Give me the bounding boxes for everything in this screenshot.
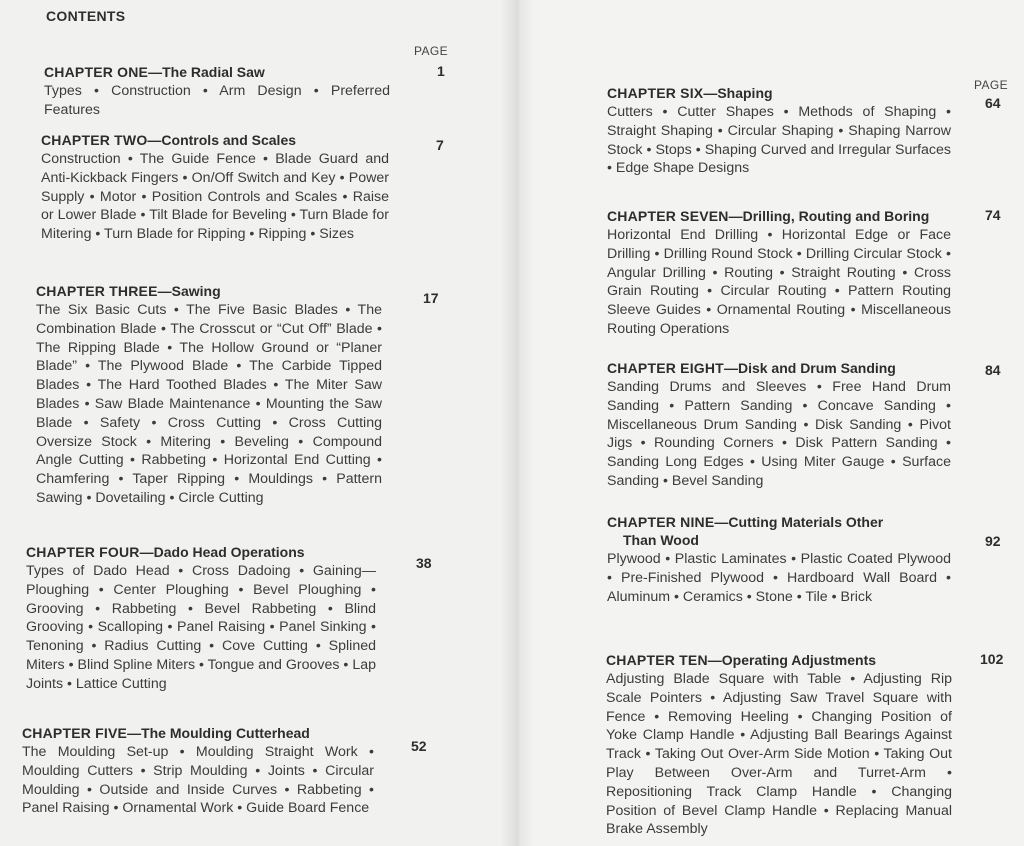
chapter-four-entry <box>26 543 432 694</box>
chapter-heading: CHAPTER FIVE—The Moulding Cutterhead <box>22 725 310 741</box>
chapter-topics: Types of Dado Head • Cross Dadoing • Gaining—Ploughing • Center Ploughing • Bevel Ploughing • Grooving • Rabbeting • Bevel Rabbeting • Blind Grooving • Scalloping • Panel Raising • Panel Sinking • Tenoning • Radius Cutting • Cove Cutting • Splined Miters • Blind Spline Miters • Tongue and Grooves • Lap Joints • Lattice Cutting <box>26 563 376 692</box>
chapter-page-number: 84 <box>985 362 1001 378</box>
chapter-nine-entry <box>607 513 1001 606</box>
chapter-heading: CHAPTER TEN—Operating Adjustments <box>606 652 877 668</box>
chapter-heading: CHAPTER FOUR—Dado Head Operations <box>26 544 305 560</box>
right-page <box>516 0 1024 846</box>
chapter-page-number: 7 <box>436 137 444 153</box>
chapter-two-entry <box>41 131 444 244</box>
chapter-page-number: 17 <box>423 290 439 306</box>
chapter-eight-entry <box>607 359 1001 491</box>
chapter-page-number: 1 <box>437 63 445 79</box>
chapter-page-number: 52 <box>411 738 427 754</box>
chapter-topics: Sanding Drums and Sleeves • Free Hand Drum Sanding • Pattern Sanding • Concave Sanding • Miscellaneous Drum Sanding • Disk Sanding • Pivot Jigs • Rounding Corners • Disk Pattern Sanding • Sanding Long Edges • Using Miter Gauge • Surface Sanding • Bevel Sanding <box>607 379 951 489</box>
chapter-heading: CHAPTER SIX—Shaping <box>607 85 773 101</box>
chapter-page-number: 74 <box>985 207 1001 223</box>
book-gutter-shadow <box>500 0 534 846</box>
chapter-heading: CHAPTER ONE—The Radial Saw <box>44 64 265 80</box>
chapter-page-number: 92 <box>985 533 1001 549</box>
chapter-heading: CHAPTER NINE—Cutting Materials Other Than Wood <box>607 514 884 548</box>
page-column-label: PAGE <box>974 78 1009 92</box>
chapter-topics: Construction • The Guide Fence • Blade Guard and Anti-Kickback Fingers • On/Off Switch and Key • Power Supply • Motor • Position Controls and Scales • Raise or Lower Blade • Tilt Blade for Beveling • Turn Blade for Mitering • Turn Blade for Ripping • Ripping • Sizes <box>41 151 389 243</box>
chapter-topics: The Moulding Set-up • Moulding Straight Work • Moulding Cutters • Strip Moulding • Joints • Circular Moulding • Outside and Inside Curves • Rabbeting • Panel Raising • Ornamental Work • Guide Board Fence <box>22 744 374 817</box>
chapter-heading: CHAPTER THREE—Sawing <box>36 283 221 299</box>
chapter-topics: The Six Basic Cuts • The Five Basic Blades • The Combination Blade • The Crosscut or “Cut Off” Blade • The Ripping Blade • The Hollow Ground or “Planer Blade” • The Plywood Blade • The Carbide Tipped Blades • The Hard Toothed Blades • The Miter Saw Blades • Saw Blade Maintenance • Mounting the Saw Blade • Safety • Cross Cutting • Cross Cutting Oversize Stock • Mitering • Beveling • Compound Angle Cutting • Rabbeting • Horizontal End Cutting • Chamfering • Taper Ripping • Mouldings • Pattern Sawing • Dovetailing • Circle Cutting <box>36 302 382 506</box>
chapter-page-number: 38 <box>416 555 432 571</box>
chapter-topics: Types • Construction • Arm Design • Preferred Features <box>44 83 390 118</box>
chapter-five-entry <box>22 724 427 818</box>
chapter-topics: Horizontal End Drilling • Horizontal Edge or Face Drilling • Drilling Round Stock • Drilling Circular Stock • Angular Drilling • Routing • Straight Routing • Cross Grain Routing • Circular Routing • Pattern Routing Sleeve Guides • Ornamental Routing • Miscellaneous Routing Operations <box>607 227 951 337</box>
chapter-ten-entry <box>606 651 1004 839</box>
chapter-heading: CHAPTER EIGHT—Disk and Drum Sanding <box>607 360 896 376</box>
chapter-topics: Plywood • Plastic Laminates • Plastic Coated Plywood • Pre-Finished Plywood • Hardboard Wall Board • Aluminum • Ceramics • Stone • Tile • Brick <box>607 551 951 605</box>
page-column-label: PAGE <box>414 44 449 58</box>
chapter-one-entry <box>44 63 445 120</box>
chapter-seven-entry <box>607 207 1001 339</box>
chapter-six-entry <box>607 84 1001 178</box>
chapter-heading: CHAPTER TWO—Controls and Scales <box>41 132 297 148</box>
chapter-topics: Adjusting Blade Square with Table • Adjusting Rip Scale Pointers • Adjusting Saw Travel Square with Fence • Removing Heeling • Changing Position of Yoke Clamp Handle • Adjusting Ball Bearings Against Track • Taking Out Over-Arm Side Motion • Taking Out Play Between Over-Arm and Turret-Arm • Repositioning Track Clamp Handle • Changing Position of Bevel Clamp Handle • Replacing Manual Brake Assembly <box>606 671 952 838</box>
chapter-three-entry <box>36 282 439 508</box>
chapter-page-number: 102 <box>980 651 1004 667</box>
chapter-heading: CHAPTER SEVEN—Drilling, Routing and Boring <box>607 208 930 224</box>
chapter-topics: Cutters • Cutter Shapes • Methods of Shaping • Straight Shaping • Circular Shaping • Shaping Narrow Stock • Stops • Shaping Curved and Irregular Surfaces • Edge Shape Designs <box>607 104 951 177</box>
contents-title: CONTENTS <box>46 8 126 24</box>
chapter-page-number: 64 <box>985 95 1001 111</box>
